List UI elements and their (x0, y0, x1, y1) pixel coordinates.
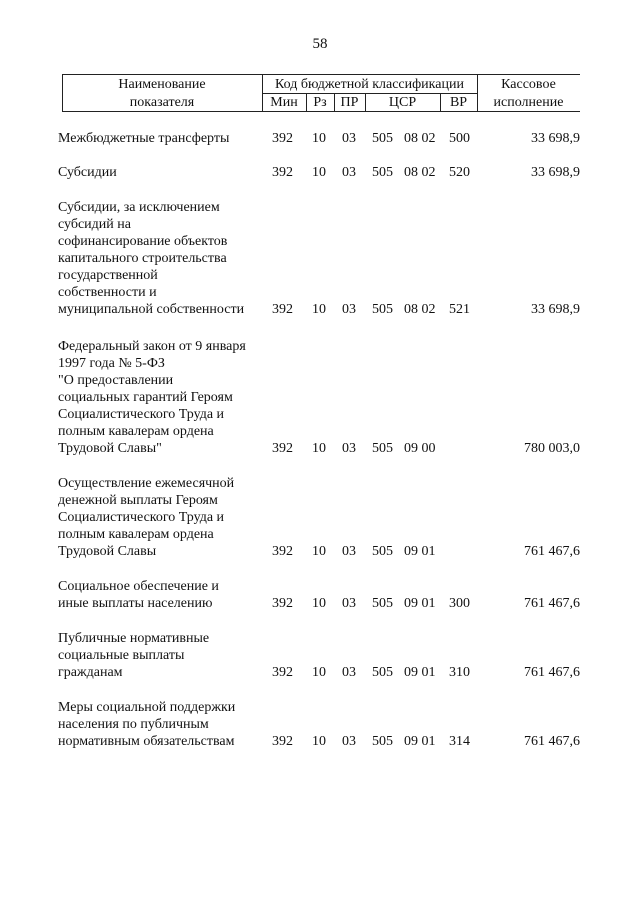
row-csr-prefix: 505 (372, 165, 393, 180)
row-min: 392 (272, 734, 293, 749)
row-amount: 761 467,6 (524, 596, 580, 611)
header-exec-line1: Кассовое (501, 77, 556, 92)
row-rz: 10 (312, 441, 326, 456)
row-min: 392 (272, 544, 293, 559)
row-name: Субсидии, за исключением субсидий на софинансирование объектов капитального строительства государственной собственности и муниципальной собственности (58, 200, 245, 317)
row-rz: 10 (312, 665, 326, 680)
row-min: 392 (272, 665, 293, 680)
row-vr: 520 (449, 165, 470, 180)
row-name: Публичные нормативные социальные выплаты гражданам (58, 631, 210, 680)
row-csr-code: 09 01 (404, 734, 436, 749)
header-exec-line2: исполнение (493, 95, 564, 110)
row-min: 392 (272, 165, 293, 180)
row-name: Осуществление ежемесячной денежной выплаты Героям Социалистического Труда и полным кавалерам ордена Трудовой Славы (58, 476, 235, 559)
table-header-bottom-border (62, 111, 580, 112)
header-col-rz: Рз (313, 95, 327, 110)
row-name: Субсидии (58, 165, 117, 180)
row-pr: 03 (342, 165, 356, 180)
row-name: Меры социальной поддержки населения по публичным нормативным обязательствам (58, 700, 236, 749)
row-csr-prefix: 505 (372, 441, 393, 456)
row-csr-prefix: 505 (372, 131, 393, 146)
header-col-min: Мин (270, 95, 298, 110)
header-name-line2: показателя (129, 95, 195, 110)
row-csr-code: 09 00 (404, 441, 436, 456)
row-vr: 314 (449, 734, 470, 749)
row-name: Социальное обеспечение и иные выплаты населению (58, 579, 219, 611)
table-top-border (62, 74, 580, 75)
row-pr: 03 (342, 131, 356, 146)
row-rz: 10 (312, 165, 326, 180)
row-csr-code: 08 02 (404, 131, 436, 146)
row-min: 392 (272, 441, 293, 456)
row-amount: 780 003,0 (524, 441, 580, 456)
row-csr-prefix: 505 (372, 302, 393, 317)
row-csr-code: 09 01 (404, 596, 436, 611)
header-code-title: Код бюджетной классификации (275, 77, 464, 92)
row-csr-code: 08 02 (404, 165, 436, 180)
row-vr: 500 (449, 131, 470, 146)
row-csr-prefix: 505 (372, 734, 393, 749)
row-csr-prefix: 505 (372, 544, 393, 559)
row-pr: 03 (342, 441, 356, 456)
row-vr: 521 (449, 302, 470, 317)
header-col-vr: ВР (449, 95, 468, 110)
row-csr-code: 08 02 (404, 302, 436, 317)
row-vr: 300 (449, 596, 470, 611)
row-amount: 33 698,9 (531, 165, 580, 180)
row-min: 392 (272, 302, 293, 317)
row-csr-prefix: 505 (372, 596, 393, 611)
row-min: 392 (272, 131, 293, 146)
row-name: Межбюджетные трансферты (58, 131, 230, 146)
row-rz: 10 (312, 302, 326, 317)
row-csr-code: 09 01 (404, 544, 436, 559)
row-pr: 03 (342, 596, 356, 611)
row-pr: 03 (342, 544, 356, 559)
row-amount: 33 698,9 (531, 302, 580, 317)
row-amount: 33 698,9 (531, 131, 580, 146)
row-pr: 03 (342, 302, 356, 317)
row-rz: 10 (312, 596, 326, 611)
header-col-csr: ЦСР (388, 95, 417, 110)
row-pr: 03 (342, 734, 356, 749)
row-amount: 761 467,6 (524, 544, 580, 559)
row-rz: 10 (312, 734, 326, 749)
header-col-pr: ПР (340, 95, 359, 110)
row-min: 392 (272, 596, 293, 611)
row-amount: 761 467,6 (524, 734, 580, 749)
row-csr-code: 09 01 (404, 665, 436, 680)
header-name-line1: Наименование (118, 77, 206, 92)
row-name: Федеральный закон от 9 января 1997 года № 5-ФЗ "О предоставлении социальных гарантий Героям Социалистического Труда и полным кавалерам ордена Трудовой Славы" (58, 339, 246, 456)
row-csr-prefix: 505 (372, 665, 393, 680)
row-rz: 10 (312, 544, 326, 559)
row-amount: 761 467,6 (524, 665, 580, 680)
row-rz: 10 (312, 131, 326, 146)
row-vr: 310 (449, 665, 470, 680)
page-number: 58 (312, 36, 328, 52)
row-pr: 03 (342, 665, 356, 680)
